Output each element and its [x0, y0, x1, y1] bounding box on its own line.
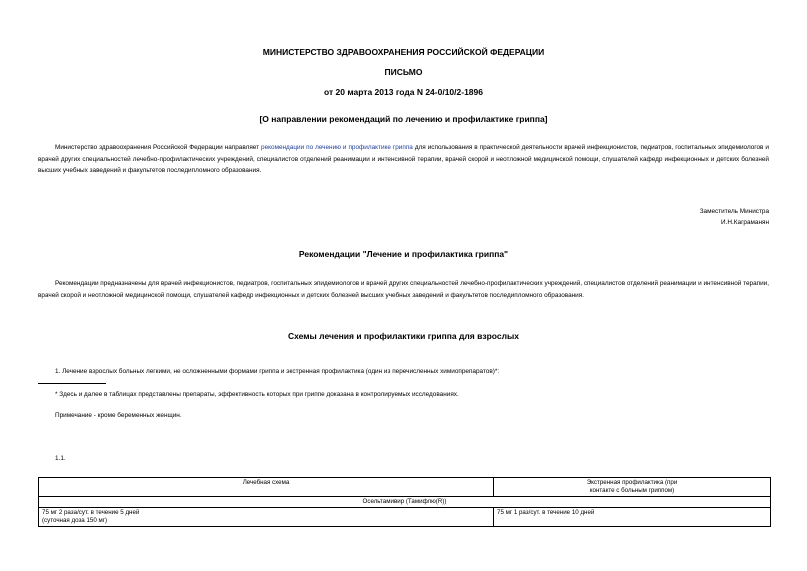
table-header-row [39, 478, 771, 497]
header-treatment-label: Лечебная схема [242, 479, 290, 486]
signature-position: Заместитель Министра [699, 208, 769, 215]
dosage-table [38, 477, 771, 527]
header-cell-treatment [39, 478, 494, 497]
recommendations-paragraph: Рекомендации предназначены для врачей инфекционистов, педиатров, госпитальных эпидемиологов и врачей других специальностей лечебно-профилактических учреждений, специалистов отделений реанимации и интенсивной терапии, врачей скорой и неотложной медицинской помощи, слушателей кафедр инфекционных и детских болезней высших учебных заведений и факультетов последипломного образования. [38, 280, 769, 299]
drug-name: Осельтамивир (Тамифлю(R)) [362, 498, 447, 505]
signature-name: И.Н.Каграманян [721, 218, 769, 226]
table-row [39, 508, 771, 527]
treatment-dose: 75 мг 2 раза/сут. в течение 5 дней [42, 509, 140, 516]
item-1: 1. Лечение взрослых больных легкими, не осложненными формами гриппа и экстренная профилактика (один из перечисленных химиопрепаратов)*: [55, 368, 500, 375]
prophylaxis-dose: 75 мг 1 раз/сут. в течение 10 дней [497, 509, 595, 516]
table-drug-row [39, 497, 771, 508]
intro-text-end: для использования в практической деятельности врачей инфекционистов, педиатров, госпитальных эпидемиологов и врачей других специальностей лечебно-профилактических учреждений, специалистов отделений реанимации и интенсивной терапии, врачей скорой и неотложной медицинской помощи, слушателей кафедр инфекционных и детских болезней высших учебных заведений и факультетов последипломного образования. [38, 144, 769, 174]
footnote-divider [38, 383, 106, 384]
recommendations-title: Рекомендации "Лечение и профилактика гриппа" [298, 249, 509, 259]
subitem-label: 1.1. [55, 455, 66, 462]
ministry-title: МИНИСТЕРСТВО ЗДРАВООХРАНЕНИЯ РОССИЙСКОЙ ФЕДЕРАЦИИ [262, 47, 545, 57]
document-type: ПИСЬМО [384, 67, 423, 77]
drug-name-cell [39, 497, 771, 508]
signature-block [700, 207, 769, 228]
document-date-number: от 20 марта 2013 года N 24-0/10/2-1896 [324, 87, 483, 97]
header-cell-prophylaxis [494, 478, 771, 497]
treatment-cell [39, 508, 494, 527]
prophylaxis-cell [494, 508, 771, 527]
footnote: * Здесь и далее в таблицах представлены препараты, эффективность которых при гриппе доказана в контролируемых исследованиях. [55, 391, 459, 398]
recommendations-link[interactable]: рекомендации по лечению и профилактике гриппа [261, 144, 413, 151]
treatment-daily-dose: (суточная доза 150 мг) [42, 517, 108, 524]
intro-text-start: Министерство здравоохранения Российской Федерации направляет [55, 144, 262, 151]
header-prophylaxis-line1: Экстренная профилактика (при [586, 479, 678, 486]
intro-paragraph [38, 142, 769, 177]
adults-section-title: Схемы лечения и профилактики гриппа для взрослых [288, 331, 519, 341]
note: Примечание - кроме беременных женщин. [55, 412, 182, 419]
document-subject: [О направлении рекомендаций по лечению и профилактике гриппа] [259, 114, 548, 124]
header-prophylaxis-line2: контакте с больным гриппом) [589, 487, 675, 494]
